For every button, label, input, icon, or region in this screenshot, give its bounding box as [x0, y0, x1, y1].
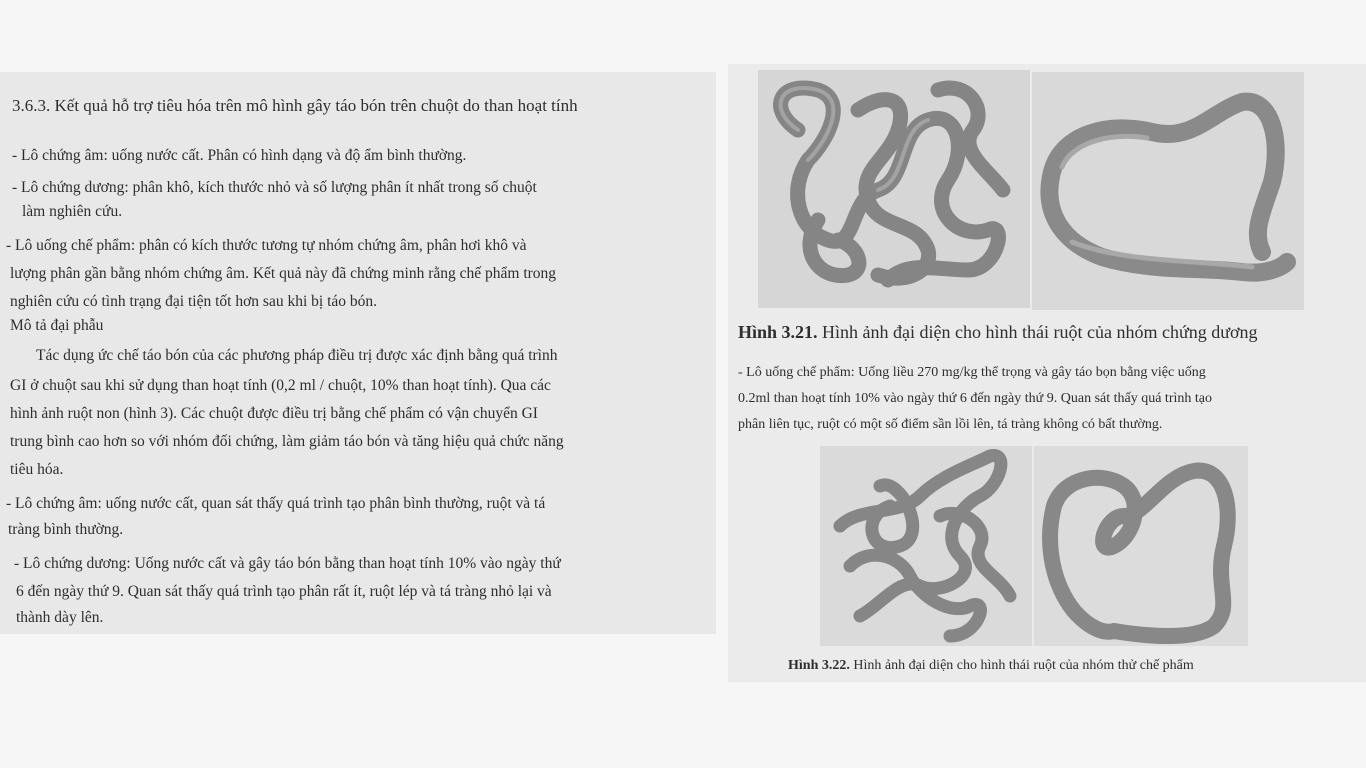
text-line: làm nghiên cứu.: [22, 203, 123, 220]
text-line: - Lô chứng âm: uống nước cất. Phân có hình dạng và độ ẩm bình thường.: [12, 147, 467, 164]
figure-3-21-caption-text: Hình ảnh đại diện cho hình thái ruột của nhóm chứng dương: [817, 322, 1258, 342]
text-line: Tác dụng ức chế táo bón của các phương pháp điều trị được xác định bằng quá trình: [36, 347, 558, 364]
text-line: - Lô chứng dương: Uống nước cất và gây táo bón bằng than hoạt tính 10% vào ngày thứ: [14, 555, 561, 572]
text-line: tràng bình thường.: [8, 521, 124, 538]
text-line: phân liên tục, ruột có một số điểm sần lồi lên, tá tràng không có bất thường.: [738, 417, 1163, 432]
text-line: - Lô chứng dương: phân khô, kích thước nhỏ và số lượng phân ít nhất trong số chuột: [12, 179, 537, 196]
subheading-line: Mô tả đại phẫu: [10, 317, 104, 334]
figure-3-22-photo-right: [1034, 446, 1248, 646]
text-line: - Lô chứng âm: uống nước cất, quan sát thấy quá trình tạo phân bình thường, ruột và tá: [6, 495, 546, 512]
intestine-image: [1032, 72, 1304, 310]
figure-3-22-label: Hình 3.22.: [788, 658, 850, 673]
figure-3-21-caption: [738, 322, 1257, 343]
text-line: tiêu hóa.: [10, 461, 64, 478]
text-line: - Lô uống chế phẩm: phân có kích thước tương tự nhóm chứng âm, phân hơi khô và: [6, 237, 527, 254]
text-line: 0.2ml than hoạt tính 10% vào ngày thứ 6 đến ngày thứ 9. Quan sát thấy quá trình tạo: [738, 391, 1212, 406]
text-line: thành dày lên.: [16, 609, 104, 626]
figure-3-22-caption-text: Hình ảnh đại diện cho hình thái ruột của nhóm thử chế phẩm: [849, 658, 1194, 673]
text-line: lượng phân gần bằng nhóm chứng âm. Kết quả này đã chứng minh rằng chế phẩm trong: [10, 265, 557, 282]
section-heading: 3.6.3. Kết quả hỗ trợ tiêu hóa trên mô hình gây táo bón trên chuột do than hoạt tính: [12, 96, 578, 115]
intestine-image: [758, 70, 1030, 308]
figure-3-22-photo-left: [820, 446, 1032, 646]
intestine-image: [1034, 446, 1248, 646]
figure-3-21-photo-left: [758, 70, 1030, 308]
text-line: hình ảnh ruột non (hình 3). Các chuột được điều trị bằng chế phẩm có vận chuyển GI: [10, 405, 538, 422]
intestine-image: [820, 446, 1032, 646]
figure-3-21-label: Hình 3.21.: [738, 322, 818, 342]
figure-3-22-caption: [788, 658, 1194, 674]
figure-3-21-photo-right: [1032, 72, 1304, 310]
text-line: - Lô uống chế phẩm: Uống liều 270 mg/kg thể trọng và gây táo bọn bằng việc uống: [738, 365, 1206, 380]
text-line: trung bình cao hơn so với nhóm đối chứng, làm giảm táo bón và tăng hiệu quả chức năng: [10, 433, 564, 450]
text-line: nghiên cứu có tình trạng đại tiện tốt hơn sau khi bị táo bón.: [10, 293, 378, 310]
text-line: 6 đến ngày thứ 9. Quan sát thấy quá trình tạo phân rất ít, ruột lép và tá tràng nhỏ lại và: [16, 583, 552, 600]
text-line: GI ở chuột sau khi sử dụng than hoạt tính (0,2 ml / chuột, 10% than hoạt tính). Qua các: [10, 377, 551, 394]
